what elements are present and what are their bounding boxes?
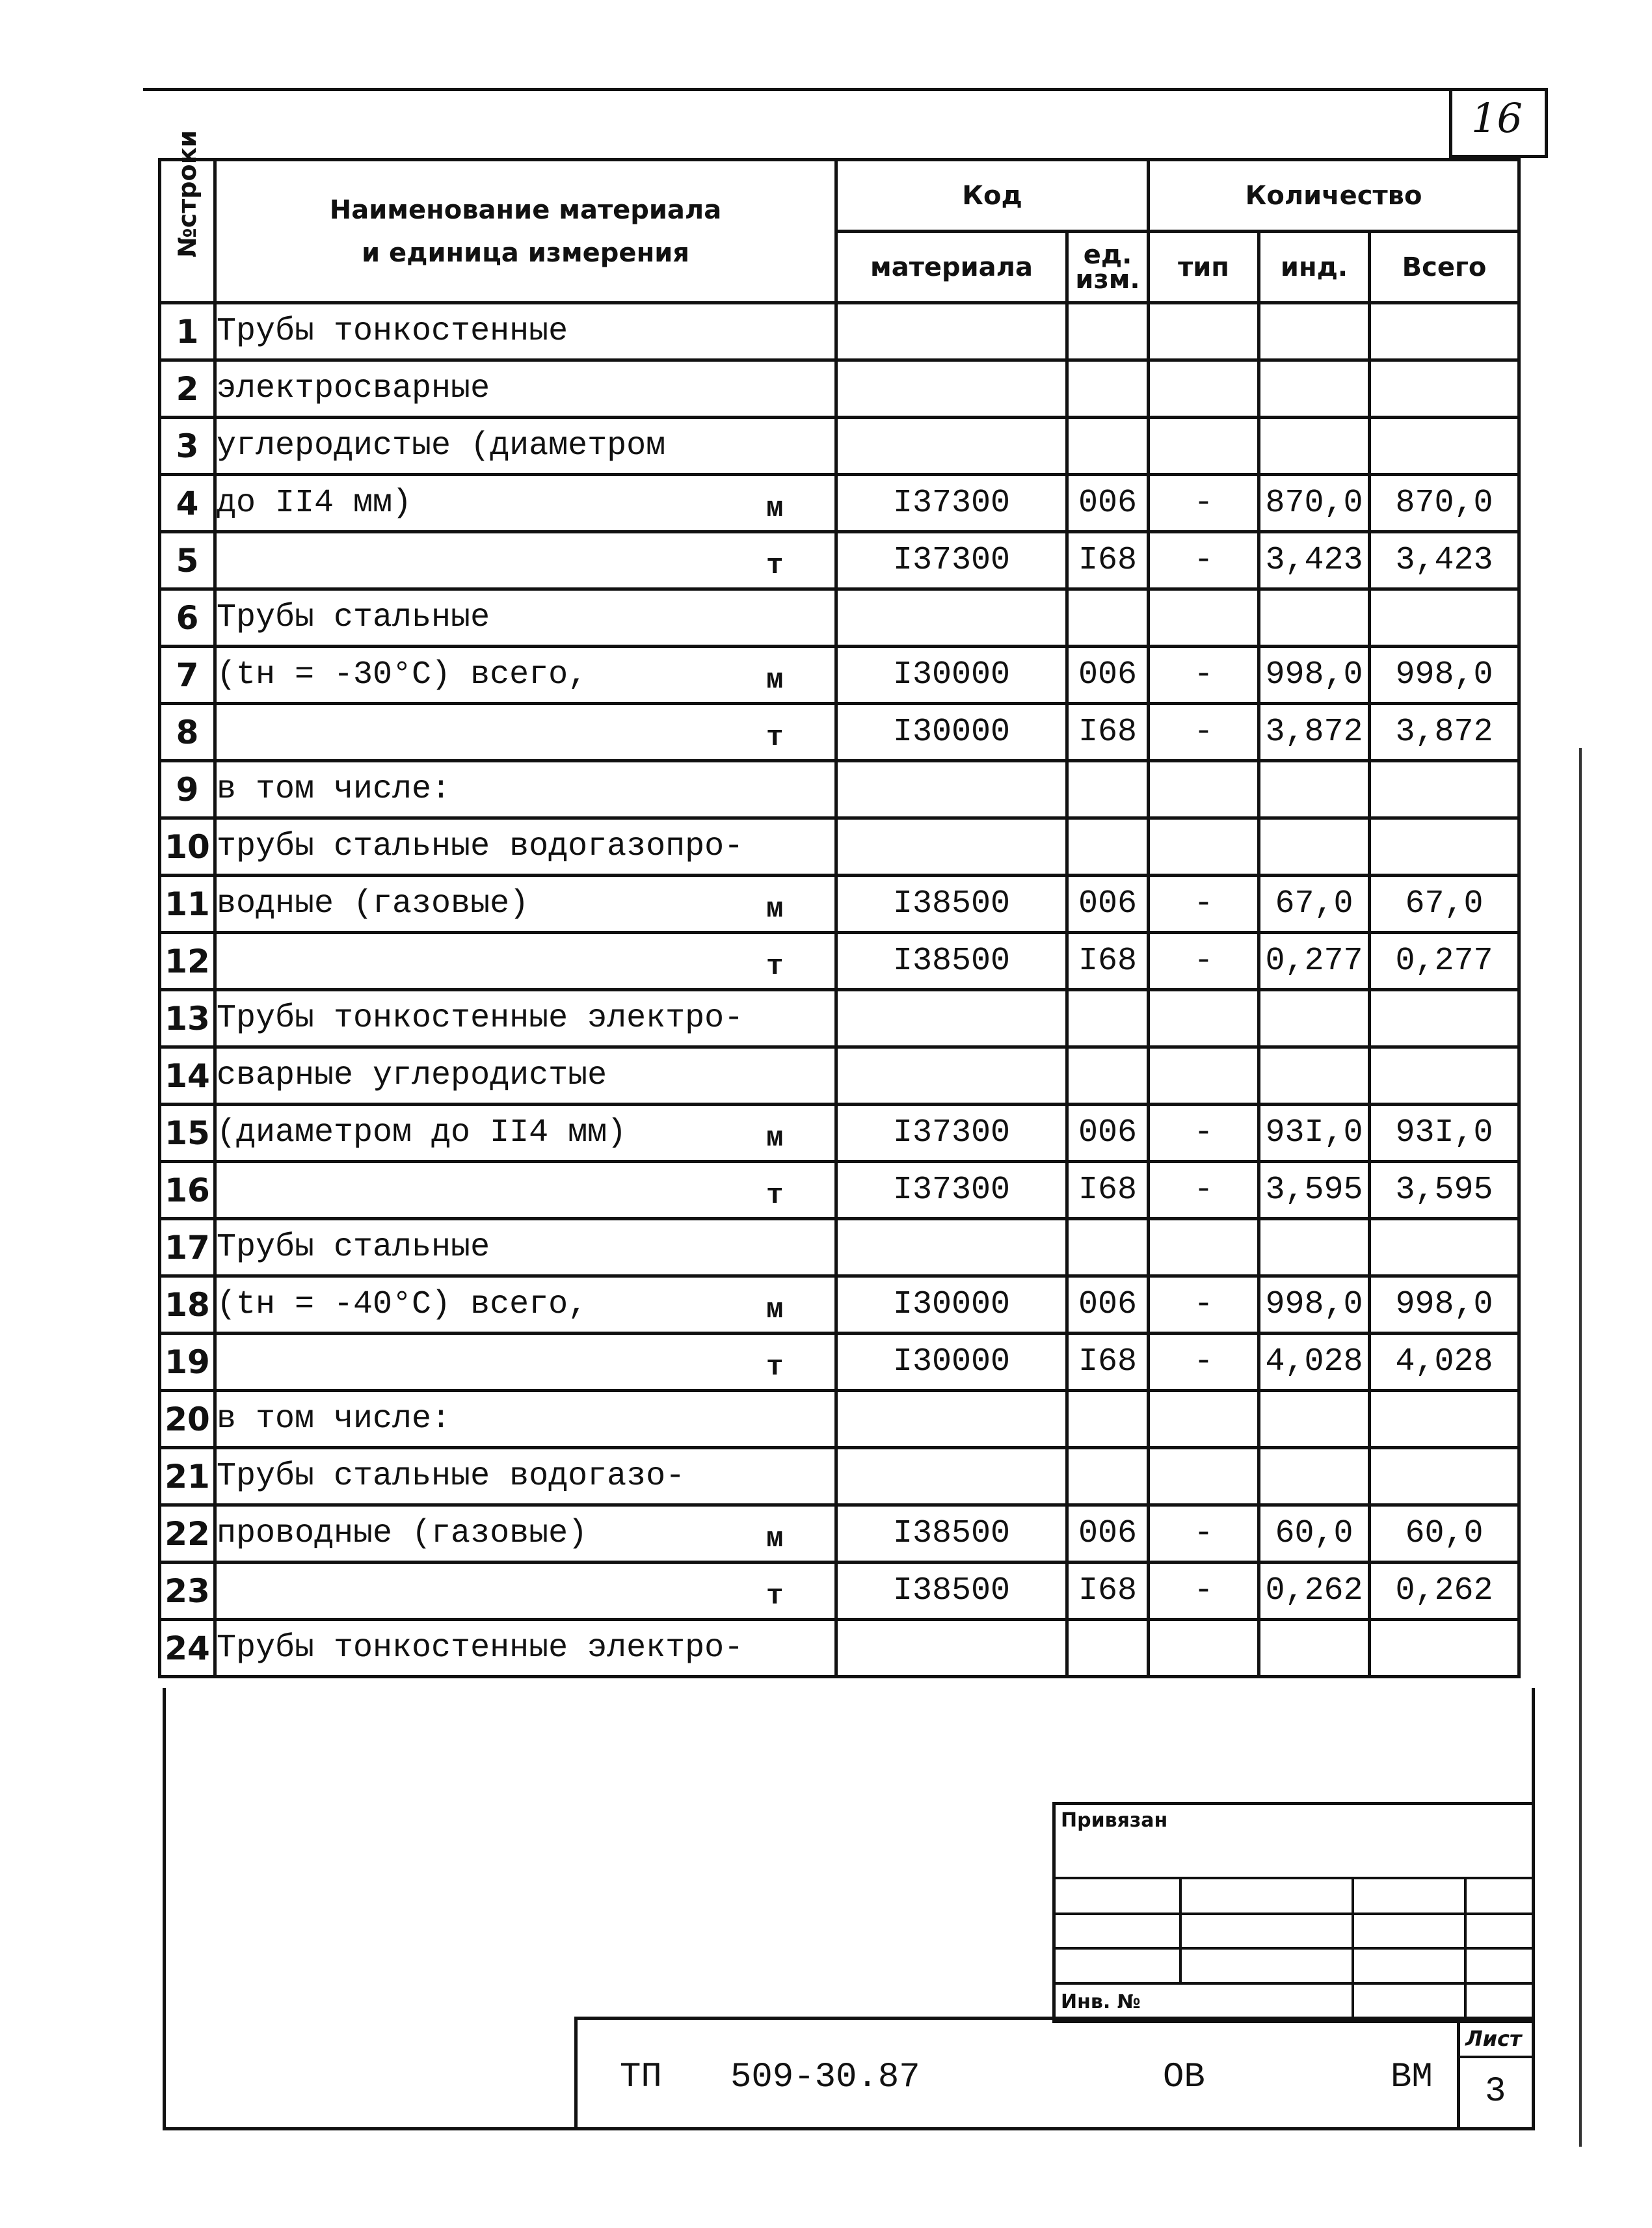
unit-code-cell: I68 bbox=[1067, 532, 1149, 589]
qty-total-cell: 67,0 bbox=[1370, 876, 1519, 933]
material-code-cell bbox=[836, 1047, 1067, 1105]
unit-code-cell bbox=[1067, 1620, 1149, 1677]
unit-code-cell: 006 bbox=[1067, 1105, 1149, 1162]
material-name-text: Трубы стальные bbox=[217, 599, 490, 636]
qty-total-cell: 3,595 bbox=[1370, 1162, 1519, 1219]
header-row-number: №строки bbox=[160, 160, 215, 303]
qty-total-cell bbox=[1370, 303, 1519, 360]
stamp-line bbox=[1464, 1877, 1467, 2023]
qty-ind-cell bbox=[1259, 589, 1370, 647]
material-name-cell bbox=[215, 418, 836, 475]
material-name-cell bbox=[215, 589, 836, 647]
table-row bbox=[160, 818, 1519, 876]
qty-type-cell: - bbox=[1149, 1505, 1259, 1563]
unit-of-measure: м bbox=[766, 1294, 784, 1326]
table-row bbox=[160, 1162, 1519, 1219]
table-row bbox=[160, 1505, 1519, 1563]
unit-of-measure: т bbox=[766, 950, 784, 983]
material-name-cell bbox=[215, 1219, 836, 1276]
qty-type-cell: - bbox=[1149, 704, 1259, 761]
qty-total-cell bbox=[1370, 818, 1519, 876]
material-name-text: (диаметром до II4 мм) bbox=[217, 1114, 627, 1151]
qty-total-cell: 998,0 bbox=[1370, 1276, 1519, 1334]
series-code: ТП bbox=[620, 2058, 662, 2097]
qty-total-cell bbox=[1370, 1391, 1519, 1448]
row-number-cell: 9 bbox=[160, 761, 215, 818]
qty-type-cell: - bbox=[1149, 1162, 1259, 1219]
qty-total-cell: 3,423 bbox=[1370, 532, 1519, 589]
qty-type-cell bbox=[1149, 1448, 1259, 1505]
unit-of-measure: м bbox=[766, 893, 784, 926]
qty-type-cell: - bbox=[1149, 1105, 1259, 1162]
row-number-cell: 6 bbox=[160, 589, 215, 647]
qty-type-cell bbox=[1149, 990, 1259, 1047]
material-code-cell bbox=[836, 1448, 1067, 1505]
header-material-name bbox=[215, 160, 836, 303]
material-code-cell: I37300 bbox=[836, 1162, 1067, 1219]
qty-ind-cell bbox=[1259, 1620, 1370, 1677]
table-row bbox=[160, 1105, 1519, 1162]
material-code-cell bbox=[836, 818, 1067, 876]
material-code-cell: I38500 bbox=[836, 1505, 1067, 1563]
material-name-cell bbox=[215, 1448, 836, 1505]
material-code-cell: I37300 bbox=[836, 475, 1067, 532]
qty-ind-cell: 93I,0 bbox=[1259, 1105, 1370, 1162]
material-code-cell bbox=[836, 761, 1067, 818]
row-number-cell: 2 bbox=[160, 360, 215, 418]
sheet-label: Лист bbox=[1465, 2026, 1522, 2051]
row-number-cell: 23 bbox=[160, 1563, 215, 1620]
table-row bbox=[160, 1563, 1519, 1620]
header-unit-code: ед. изм. bbox=[1067, 232, 1149, 303]
material-name-text: трубы стальные водогазопро- bbox=[217, 828, 744, 865]
material-spec-table bbox=[158, 129, 1521, 1678]
unit-code-cell: 006 bbox=[1067, 1505, 1149, 1563]
table-row bbox=[160, 418, 1519, 475]
qty-total-cell: 998,0 bbox=[1370, 647, 1519, 704]
unit-code-cell: I68 bbox=[1067, 1162, 1149, 1219]
stamp-line bbox=[1056, 1913, 1532, 1915]
material-name-text: в том числе: bbox=[217, 771, 451, 808]
qty-ind-cell bbox=[1259, 1448, 1370, 1505]
qty-type-cell: - bbox=[1149, 475, 1259, 532]
unit-code-cell: 006 bbox=[1067, 1276, 1149, 1334]
unit-of-measure: т bbox=[766, 550, 784, 582]
material-code-cell: I38500 bbox=[836, 933, 1067, 990]
row-number-cell: 17 bbox=[160, 1219, 215, 1276]
header-row-1 bbox=[160, 160, 1519, 232]
qty-total-cell: 0,262 bbox=[1370, 1563, 1519, 1620]
qty-ind-cell bbox=[1259, 761, 1370, 818]
qty-total-cell bbox=[1370, 1448, 1519, 1505]
material-code-cell: I30000 bbox=[836, 1334, 1067, 1391]
qty-total-cell: 3,872 bbox=[1370, 704, 1519, 761]
material-name-cell bbox=[215, 1105, 836, 1162]
row-number-cell: 12 bbox=[160, 933, 215, 990]
unit-code-cell bbox=[1067, 589, 1149, 647]
unit-code-cell bbox=[1067, 303, 1149, 360]
bound-label: Привязан bbox=[1061, 1809, 1168, 1832]
qty-type-cell: - bbox=[1149, 1563, 1259, 1620]
unit-code-cell bbox=[1067, 1047, 1149, 1105]
material-code-cell: I30000 bbox=[836, 1276, 1067, 1334]
unit-of-measure: м bbox=[766, 664, 784, 697]
qty-type-cell bbox=[1149, 818, 1259, 876]
qty-total-cell bbox=[1370, 589, 1519, 647]
material-code-cell: I37300 bbox=[836, 1105, 1067, 1162]
binding-stamp bbox=[1052, 1802, 1535, 2023]
row-number-cell: 18 bbox=[160, 1276, 215, 1334]
stamp-line bbox=[1056, 1877, 1532, 1879]
qty-type-cell: - bbox=[1149, 1334, 1259, 1391]
table-row bbox=[160, 1391, 1519, 1448]
unit-code-cell bbox=[1067, 990, 1149, 1047]
qty-ind-cell: 998,0 bbox=[1259, 647, 1370, 704]
material-name-text: углеродистые (диаметром bbox=[217, 427, 666, 464]
row-number-cell: 1 bbox=[160, 303, 215, 360]
document-mark: ВМ bbox=[1391, 2058, 1433, 2097]
qty-ind-cell: 4,028 bbox=[1259, 1334, 1370, 1391]
qty-ind-cell bbox=[1259, 1219, 1370, 1276]
qty-type-cell bbox=[1149, 418, 1259, 475]
material-name-cell bbox=[215, 1334, 836, 1391]
header-qty-total: Всего bbox=[1370, 232, 1519, 303]
qty-total-cell bbox=[1370, 1047, 1519, 1105]
material-code-cell: I38500 bbox=[836, 1563, 1067, 1620]
qty-ind-cell: 60,0 bbox=[1259, 1505, 1370, 1563]
qty-type-cell bbox=[1149, 1391, 1259, 1448]
material-name-cell bbox=[215, 876, 836, 933]
stamp-line bbox=[1056, 1947, 1532, 1950]
material-code-cell: I30000 bbox=[836, 647, 1067, 704]
material-code-cell bbox=[836, 1391, 1067, 1448]
header-qty-type: тип bbox=[1149, 232, 1259, 303]
material-name-cell bbox=[215, 532, 836, 589]
material-name-text: водные (газовые) bbox=[217, 885, 529, 922]
qty-type-cell bbox=[1149, 1620, 1259, 1677]
row-number-cell: 22 bbox=[160, 1505, 215, 1563]
unit-code-cell bbox=[1067, 818, 1149, 876]
material-code-cell: I38500 bbox=[836, 876, 1067, 933]
unit-code-cell: I68 bbox=[1067, 1563, 1149, 1620]
qty-ind-cell: 0,262 bbox=[1259, 1563, 1370, 1620]
qty-ind-cell bbox=[1259, 418, 1370, 475]
material-code-cell bbox=[836, 418, 1067, 475]
material-name-cell bbox=[215, 1162, 836, 1219]
header-name-line1: Наименование материала bbox=[329, 195, 722, 225]
qty-total-cell bbox=[1370, 418, 1519, 475]
qty-type-cell: - bbox=[1149, 532, 1259, 589]
material-name-cell bbox=[215, 933, 836, 990]
material-name-text: сварные углеродистые bbox=[217, 1057, 607, 1094]
material-name-cell bbox=[215, 360, 836, 418]
unit-code-cell: 006 bbox=[1067, 475, 1149, 532]
material-code-cell: I37300 bbox=[836, 532, 1067, 589]
material-name-cell bbox=[215, 990, 836, 1047]
qty-type-cell: - bbox=[1149, 647, 1259, 704]
qty-type-cell bbox=[1149, 303, 1259, 360]
table-row bbox=[160, 761, 1519, 818]
material-code-cell bbox=[836, 1620, 1067, 1677]
qty-ind-cell bbox=[1259, 1047, 1370, 1105]
qty-type-cell: - bbox=[1149, 1276, 1259, 1334]
title-block bbox=[574, 2017, 1535, 2130]
row-number-cell: 4 bbox=[160, 475, 215, 532]
material-code-cell: I30000 bbox=[836, 704, 1067, 761]
qty-total-cell bbox=[1370, 360, 1519, 418]
qty-type-cell bbox=[1149, 360, 1259, 418]
qty-ind-cell: 3,423 bbox=[1259, 532, 1370, 589]
material-name-text: (tн = -40°С) всего, bbox=[217, 1286, 588, 1323]
unit-code-cell: 006 bbox=[1067, 647, 1149, 704]
table-row bbox=[160, 1620, 1519, 1677]
table-row bbox=[160, 475, 1519, 532]
material-name-cell bbox=[215, 1563, 836, 1620]
top-rule bbox=[143, 88, 1548, 91]
qty-ind-cell: 870,0 bbox=[1259, 475, 1370, 532]
material-name-text: Трубы тонкостенные bbox=[217, 313, 568, 350]
material-name-cell bbox=[215, 1047, 836, 1105]
stamp-line bbox=[1352, 1877, 1354, 2023]
material-name-cell bbox=[215, 818, 836, 876]
row-number-cell: 13 bbox=[160, 990, 215, 1047]
material-name-text: (tн = -30°С) всего, bbox=[217, 656, 588, 693]
qty-total-cell: 60,0 bbox=[1370, 1505, 1519, 1563]
qty-total-cell bbox=[1370, 1219, 1519, 1276]
unit-of-measure: т bbox=[766, 1179, 784, 1212]
material-name-text: до II4 мм) bbox=[217, 485, 412, 522]
qty-total-cell: 93I,0 bbox=[1370, 1105, 1519, 1162]
row-number-cell: 24 bbox=[160, 1620, 215, 1677]
unit-code-cell bbox=[1067, 761, 1149, 818]
header-qty-ind: инд. bbox=[1259, 232, 1370, 303]
material-code-cell bbox=[836, 303, 1067, 360]
table-body bbox=[160, 303, 1519, 1677]
qty-ind-cell bbox=[1259, 818, 1370, 876]
table-row bbox=[160, 990, 1519, 1047]
qty-ind-cell: 3,872 bbox=[1259, 704, 1370, 761]
material-name-cell bbox=[215, 704, 836, 761]
qty-total-cell bbox=[1370, 1620, 1519, 1677]
material-code-cell bbox=[836, 990, 1067, 1047]
unit-code-cell bbox=[1067, 1219, 1149, 1276]
row-number-cell: 11 bbox=[160, 876, 215, 933]
table-row bbox=[160, 1047, 1519, 1105]
table-row bbox=[160, 1219, 1519, 1276]
unit-of-measure: т bbox=[766, 1580, 784, 1613]
material-name-text: Трубы стальные водогазо- bbox=[217, 1458, 686, 1495]
material-code-cell bbox=[836, 589, 1067, 647]
material-name-cell bbox=[215, 1276, 836, 1334]
unit-of-measure: м bbox=[766, 1122, 784, 1155]
qty-type-cell: - bbox=[1149, 933, 1259, 990]
sheet-divider bbox=[1460, 2056, 1532, 2058]
qty-ind-cell: 3,595 bbox=[1259, 1162, 1370, 1219]
stamp-line bbox=[1056, 1982, 1532, 1985]
unit-code-cell bbox=[1067, 1391, 1149, 1448]
material-name-text: в том числе: bbox=[217, 1401, 451, 1438]
table-row bbox=[160, 532, 1519, 589]
material-name-text: электросварные bbox=[217, 370, 490, 407]
header-code-group: Код bbox=[836, 160, 1149, 232]
header-material-code: материала bbox=[836, 232, 1067, 303]
qty-type-cell bbox=[1149, 589, 1259, 647]
material-name-text: Трубы тонкостенные электро- bbox=[217, 1000, 744, 1037]
table-row bbox=[160, 876, 1519, 933]
row-number-cell: 15 bbox=[160, 1105, 215, 1162]
unit-code-cell bbox=[1067, 1448, 1149, 1505]
unit-code-cell bbox=[1067, 360, 1149, 418]
qty-type-cell bbox=[1149, 761, 1259, 818]
table-row bbox=[160, 647, 1519, 704]
material-name-cell bbox=[215, 647, 836, 704]
material-name-cell bbox=[215, 303, 836, 360]
unit-code-cell bbox=[1067, 418, 1149, 475]
unit-of-measure: т bbox=[766, 1351, 784, 1384]
table-row bbox=[160, 704, 1519, 761]
qty-total-cell bbox=[1370, 761, 1519, 818]
qty-ind-cell: 998,0 bbox=[1259, 1276, 1370, 1334]
section-code: ОВ bbox=[1163, 2058, 1205, 2097]
qty-ind-cell bbox=[1259, 303, 1370, 360]
unit-code-cell: I68 bbox=[1067, 1334, 1149, 1391]
qty-ind-cell bbox=[1259, 1391, 1370, 1448]
header-name-line2: и единица измерения bbox=[362, 237, 689, 268]
material-name-text: проводные (газовые) bbox=[217, 1515, 588, 1552]
qty-type-cell bbox=[1149, 1047, 1259, 1105]
qty-total-cell: 0,277 bbox=[1370, 933, 1519, 990]
unit-of-measure: т bbox=[766, 721, 784, 754]
row-number-cell: 21 bbox=[160, 1448, 215, 1505]
qty-ind-cell bbox=[1259, 360, 1370, 418]
material-code-cell bbox=[836, 360, 1067, 418]
row-number-cell: 5 bbox=[160, 532, 215, 589]
unit-code-cell: 006 bbox=[1067, 876, 1149, 933]
sheet-box bbox=[1457, 2020, 1532, 2130]
unit-of-measure: м bbox=[766, 492, 784, 525]
qty-type-cell bbox=[1149, 1219, 1259, 1276]
material-name-cell bbox=[215, 1620, 836, 1677]
table-row bbox=[160, 1276, 1519, 1334]
qty-total-cell: 4,028 bbox=[1370, 1334, 1519, 1391]
page-number: 16 bbox=[1471, 94, 1523, 142]
table-row bbox=[160, 1334, 1519, 1391]
qty-ind-cell: 0,277 bbox=[1259, 933, 1370, 990]
unit-code-cell: I68 bbox=[1067, 704, 1149, 761]
material-name-cell bbox=[215, 475, 836, 532]
stamp-line bbox=[1179, 1877, 1182, 1982]
row-number-cell: 16 bbox=[160, 1162, 215, 1219]
table-row bbox=[160, 589, 1519, 647]
qty-ind-cell: 67,0 bbox=[1259, 876, 1370, 933]
row-number-cell: 14 bbox=[160, 1047, 215, 1105]
material-name-cell bbox=[215, 761, 836, 818]
inventory-label: Инв. № bbox=[1061, 1991, 1141, 2013]
table-row bbox=[160, 1448, 1519, 1505]
row-number-cell: 3 bbox=[160, 418, 215, 475]
qty-type-cell: - bbox=[1149, 876, 1259, 933]
row-number-cell: 10 bbox=[160, 818, 215, 876]
row-number-cell: 19 bbox=[160, 1334, 215, 1391]
row-number-cell: 7 bbox=[160, 647, 215, 704]
sheet-number: 3 bbox=[1485, 2072, 1506, 2112]
material-name-cell bbox=[215, 1391, 836, 1448]
row-number-cell: 20 bbox=[160, 1391, 215, 1448]
table-row bbox=[160, 303, 1519, 360]
unit-code-cell: I68 bbox=[1067, 933, 1149, 990]
qty-total-cell bbox=[1370, 990, 1519, 1047]
material-name-text: Трубы стальные bbox=[217, 1229, 490, 1266]
material-name-cell bbox=[215, 1505, 836, 1563]
material-name-text: Трубы тонкостенные электро- bbox=[217, 1630, 744, 1667]
table-row bbox=[160, 360, 1519, 418]
qty-ind-cell bbox=[1259, 990, 1370, 1047]
page-edge-line bbox=[1579, 748, 1582, 2147]
qty-total-cell: 870,0 bbox=[1370, 475, 1519, 532]
row-number-cell: 8 bbox=[160, 704, 215, 761]
project-number: 509-30.87 bbox=[730, 2058, 920, 2097]
header-quantity-group: Количество bbox=[1149, 160, 1519, 232]
table-row bbox=[160, 933, 1519, 990]
unit-of-measure: м bbox=[766, 1523, 784, 1555]
material-code-cell bbox=[836, 1219, 1067, 1276]
